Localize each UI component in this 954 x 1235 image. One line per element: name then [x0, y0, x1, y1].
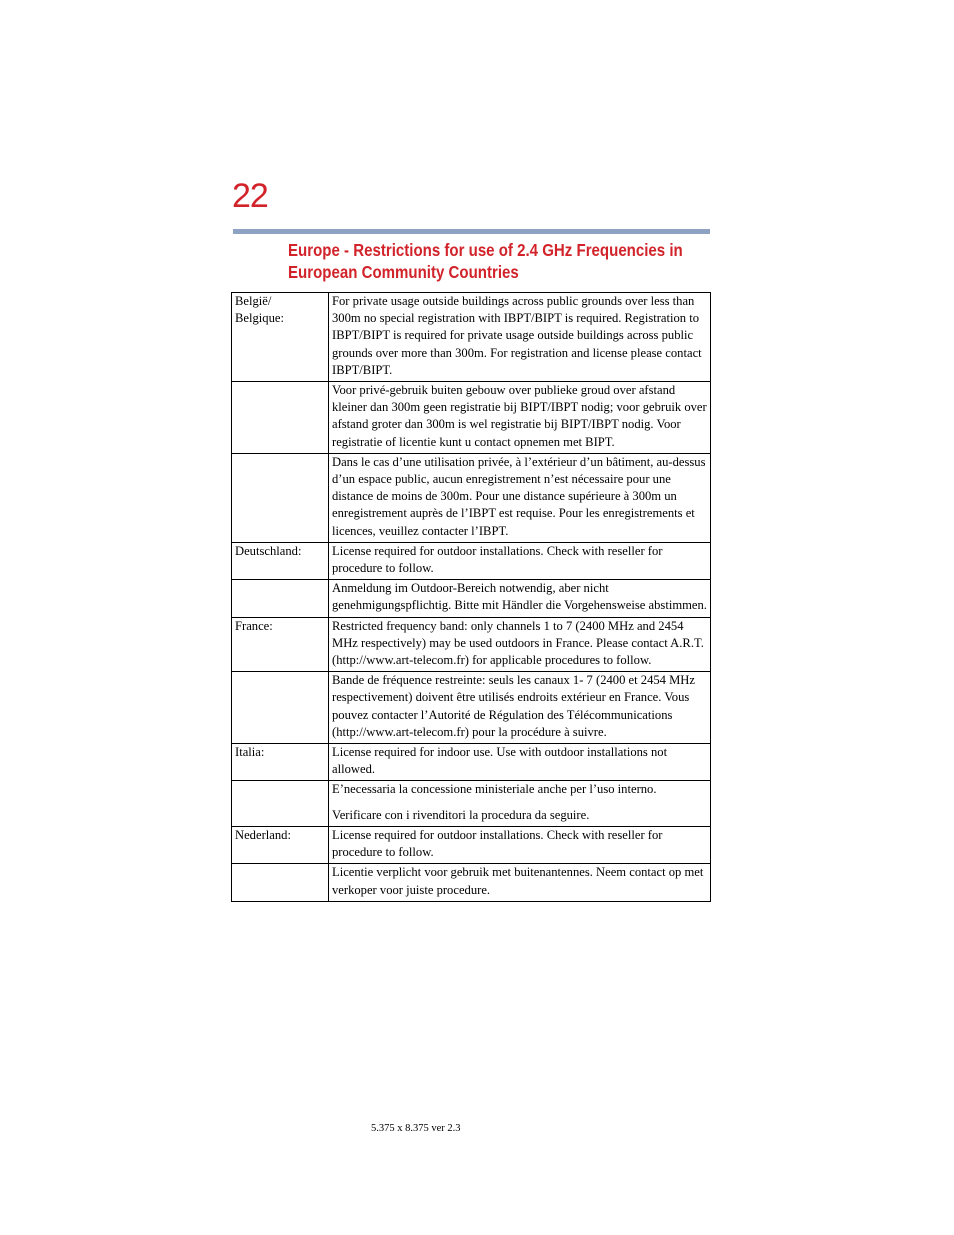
table-row: [232, 580, 711, 617]
restriction-text-cell: [329, 826, 711, 863]
footer-version: 5.375 x 8.375 ver 2.3: [371, 1123, 461, 1134]
table-row: [232, 382, 711, 454]
heading-line-2: European Community Countries: [288, 262, 519, 282]
restriction-paragraph: For private usage outside buildings across public grounds over less than 300m no special registration with IBPT/BIPT is required. Registration to IBPT/BIPT is required for private usage outside buildings across public grounds over more than 300m. For registration and license please contact IBPT/BIPT.: [332, 294, 702, 377]
restriction-paragraph: Licentie verplicht voor gebruik met buitenantennes. Neem contact op met verkoper voor juiste procedure.: [332, 865, 704, 897]
restriction-text-cell: [329, 542, 711, 579]
country-cell: België/ Belgique:: [232, 293, 329, 382]
restriction-text-cell: [329, 781, 711, 826]
restriction-paragraph: License required for outdoor installations. Check with reseller for procedure to follow.: [332, 827, 663, 860]
restriction-text-cell: [329, 382, 711, 454]
table-row: [232, 781, 711, 826]
restriction-text-cell: [329, 864, 711, 901]
country-cell: Deutschland:: [232, 542, 329, 579]
table-row: [232, 542, 711, 579]
country-cell: Nederland:: [232, 826, 329, 863]
country-cell: Italia:: [232, 744, 329, 781]
restriction-text-cell: [329, 580, 711, 617]
country-cell: [232, 864, 329, 901]
restriction-paragraph: Voor privé-gebruik buiten gebouw over publieke groud over afstand kleiner dan 300m geen registratie bij BIPT/IBPT nodig; voor gebruik over afstand groter dan 300m is wel registratie bij BIPT/IBPT nodig. Voor registratie of licentie kunt u contact opnemen met BIPT.: [332, 383, 707, 449]
restriction-text-cell: [329, 617, 711, 672]
country-cell: [232, 382, 329, 454]
restriction-paragraph: Anmeldung im Outdoor-Bereich notwendig, aber nicht genehmigungspflichtig. Bitte mit Händler die Vorgehensweise abstimmen.: [332, 581, 707, 613]
restriction-text-cell: [329, 744, 711, 781]
table-row: [232, 864, 711, 901]
restriction-paragraph: License required for outdoor installations. Check with reseller for procedure to follow.: [332, 543, 663, 576]
table-row: [232, 744, 711, 781]
restriction-paragraph: E’necessaria la concessione ministeriale anche per l’uso interno.: [332, 782, 657, 797]
header-rule: [233, 229, 710, 234]
country-cell: [232, 672, 329, 744]
restriction-text-cell: [329, 672, 711, 744]
restriction-paragraph: Restricted frequency band: only channels 1 to 7 (2400 MHz and 2454 MHz respectively) may be used outdoors in France. Please contact A.R.T. (http://www.art-telecom.fr) for applicable procedures to follow.: [332, 618, 704, 668]
restriction-paragraph: Dans le cas d’une utilisation privée, à l’extérieur d’un bâtiment, au-dessus d’un espace public, aucun enregistrement n’est nécessaire pour une distance de moins de 300m. Pour une distance supérieure à 300m un enregistrement auprès de l’IBPT est requise. Pour les enregistrements et licences, veuillez contacter l’IBPT.: [332, 454, 706, 538]
country-cell: [232, 781, 329, 826]
country-cell: [232, 580, 329, 617]
table-row: [232, 617, 711, 672]
restriction-paragraph: Bande de fréquence restreinte: seuls les canaux 1- 7 (2400 et 2454 MHz respectivement) doivent être utilisés endroits extérieur en France. Vous pouvez contacter l’Autorité de Régulation des Télécommunications (http://www.art-telecom.fr) pour la procédure à suivre.: [332, 673, 695, 739]
table-row: [232, 826, 711, 863]
restriction-text-cell: [329, 293, 711, 382]
heading-line-1: Europe - Restrictions for use of 2.4 GHz Frequencies in: [288, 240, 683, 260]
table-row: [232, 672, 711, 744]
section-heading: [288, 239, 683, 283]
table-row: [232, 453, 711, 542]
restriction-paragraph: Verificare con i rivenditori la procedura da seguire.: [332, 807, 590, 822]
page-number: 22: [232, 177, 268, 215]
restriction-paragraph: License required for indoor use. Use with outdoor installations not allowed.: [332, 745, 668, 777]
table-row: [232, 293, 711, 382]
country-cell: France:: [232, 617, 329, 672]
restriction-text-cell: [329, 453, 711, 542]
restrictions-table: [231, 292, 711, 902]
restrictions-table-body: [232, 293, 711, 902]
country-cell: [232, 453, 329, 542]
